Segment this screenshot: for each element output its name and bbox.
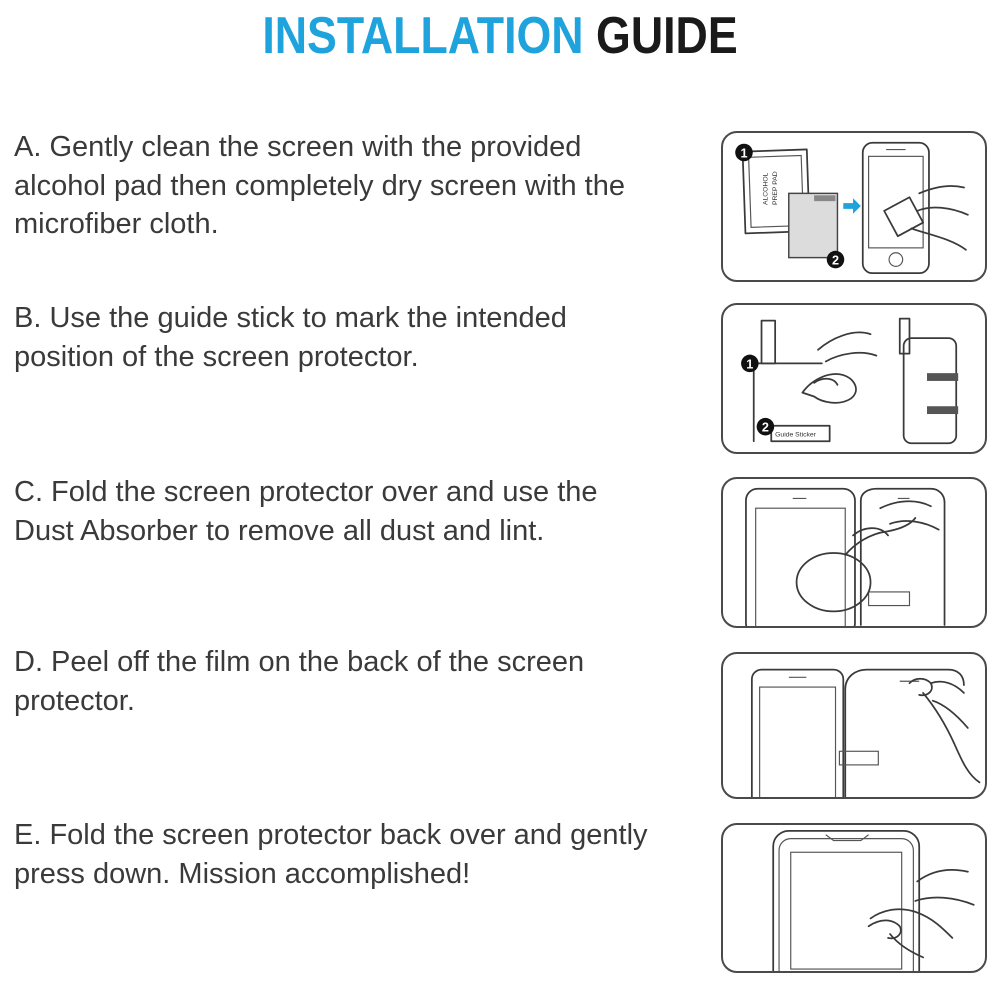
step-e-illustration (721, 823, 987, 973)
badge-2 (827, 251, 845, 269)
step-a-illustration (721, 131, 987, 282)
step-a-text: A. Gently clean the screen with the provided alcohol pad then completely dry screen with the microfiber cloth. (14, 131, 625, 240)
page-title (70, 6, 930, 66)
step-b-text: B. Use the guide stick to mark the intended position of the screen protector. (14, 302, 567, 373)
dust-absorber-icon (723, 479, 985, 626)
step-d-illustration (721, 652, 987, 799)
prep-pad-label: PREP PAD (772, 171, 780, 206)
step-c-illustration (721, 477, 987, 628)
badge-1 (741, 355, 759, 373)
step-d-text: D. Peel off the film on the back of the screen protector. (14, 646, 585, 717)
alcohol-pad-label: ALCOHOL (762, 172, 770, 206)
press-down-icon (723, 825, 985, 971)
badge-1 (735, 144, 753, 162)
badge-2 (757, 418, 775, 436)
guide-sticker-label: Guide Sticker (775, 431, 816, 439)
step-c-text: C. Fold the screen protector over and use the Dust Absorber to remove all dust and lint. (14, 476, 598, 547)
guide-stick-icon (723, 305, 985, 452)
svg-text:2: 2 (761, 420, 769, 435)
svg-text:2: 2 (831, 253, 840, 268)
step-e-text: E. Fold the screen protector back over and gently press down. Mission accomplished! (14, 819, 648, 890)
svg-text:1: 1 (746, 357, 754, 372)
step-b-illustration (721, 303, 987, 454)
clean-screen-icon (723, 133, 985, 280)
peel-film-icon (723, 654, 985, 797)
title-installation: INSTALLATION (262, 7, 584, 65)
title-guide: GUIDE (596, 7, 738, 65)
svg-text:1: 1 (740, 146, 748, 161)
